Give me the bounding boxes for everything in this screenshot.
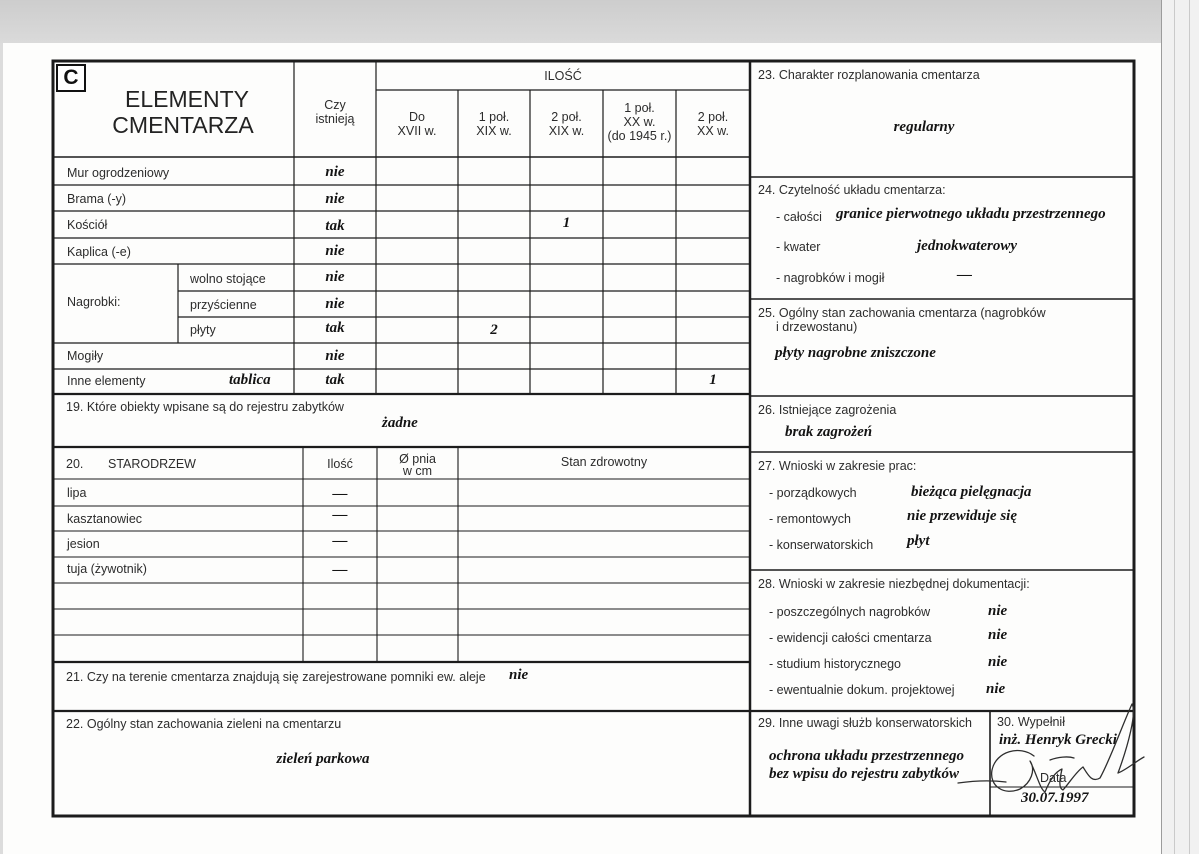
legibility-item-value: — bbox=[957, 267, 972, 283]
element-label: Brama (-y) bbox=[67, 192, 127, 206]
registered-objects-value: żadne bbox=[382, 415, 418, 431]
threats-value: brak zagrożeń bbox=[785, 424, 873, 440]
element-count: 1 bbox=[709, 372, 717, 388]
documentation-proposals-label: 28. Wnioski w zakresie niezbędnej dokumentacji: bbox=[758, 577, 1030, 591]
general-condition-label-line-2: i drzewostanu) bbox=[776, 320, 858, 334]
documentation-item-value: nie bbox=[988, 627, 1008, 643]
legibility-item-label: - całości bbox=[776, 210, 822, 224]
period-header: (do 1945 r.) bbox=[607, 129, 672, 143]
gravestones-label: Nagrobki: bbox=[67, 295, 121, 309]
legibility-item-value: jednokwaterowy bbox=[917, 238, 1017, 254]
period-header: 1 poł. bbox=[624, 101, 655, 115]
work-proposal-item-value: bieżąca pielęgnacja bbox=[911, 484, 1032, 500]
work-proposal-item-label: - porządkowych bbox=[769, 486, 857, 500]
legibility-item-label: - nagrobków i mogił bbox=[776, 271, 885, 285]
element-exists: nie bbox=[325, 269, 345, 285]
element-label: Mur ogrodzeniowy bbox=[67, 166, 170, 180]
tree-species: lipa bbox=[67, 486, 87, 500]
legibility-item-label: - kwater bbox=[776, 240, 821, 254]
quantity-header: ILOŚĆ bbox=[544, 69, 582, 83]
old-trees-title: STARODRZEW bbox=[108, 457, 196, 471]
other-element-description: tablica bbox=[229, 372, 271, 388]
element-exists: tak bbox=[325, 372, 345, 388]
element-label: Inne elementy bbox=[67, 374, 146, 388]
period-header: Do bbox=[409, 110, 425, 124]
tree-quantity: — bbox=[332, 533, 348, 549]
period-header: XX w. bbox=[623, 115, 656, 129]
period-header: XVII w. bbox=[397, 124, 437, 138]
work-proposal-item-value: nie przewiduje się bbox=[907, 508, 1018, 524]
element-exists: nie bbox=[325, 296, 345, 312]
tree-species: tuja (żywotnik) bbox=[67, 562, 147, 576]
exists-header-line-2: istnieją bbox=[315, 112, 355, 126]
gravestone-type-label: wolno stojące bbox=[190, 272, 266, 286]
element-label: Kościół bbox=[67, 218, 108, 232]
layout-character-label: 23. Charakter rozplanowania cmentarza bbox=[758, 68, 980, 82]
conservation-notes-label: 29. Inne uwagi służb konserwatorskich bbox=[758, 716, 973, 730]
documentation-item-label: - studium historycznego bbox=[769, 657, 902, 671]
element-label: Kaplica (-e) bbox=[67, 245, 131, 259]
tree-species: jesion bbox=[67, 537, 100, 551]
layout-character-value: regularny bbox=[893, 119, 955, 135]
form-outer-border bbox=[53, 61, 1134, 816]
legibility-item-value: granice pierwotnego układu przestrzennego bbox=[836, 206, 1106, 222]
general-condition-label-line-1: 25. Ogólny stan zachowania cmentarza (nagrobków bbox=[758, 306, 1046, 320]
period-header: XIX w. bbox=[548, 124, 585, 138]
tree-quantity-header: Ilość bbox=[327, 457, 353, 471]
tree-quantity: — bbox=[332, 486, 348, 502]
tree-quantity: — bbox=[332, 562, 348, 578]
filled-date: 30.07.1997 bbox=[1021, 790, 1089, 806]
documentation-item-label: - poszczególnych nagrobków bbox=[769, 605, 931, 619]
tree-health-header: Stan zdrowotny bbox=[560, 455, 648, 469]
element-exists: nie bbox=[325, 243, 345, 259]
period-header: XIX w. bbox=[476, 124, 512, 138]
tree-diameter-header: Ø pnia bbox=[399, 452, 436, 466]
section-letter-box: C bbox=[56, 64, 86, 92]
old-trees-number: 20. bbox=[66, 457, 84, 471]
table-title-line-1: ELEMENTY bbox=[125, 86, 249, 112]
documentation-item-value: nie bbox=[986, 681, 1006, 697]
element-exists: nie bbox=[325, 191, 345, 207]
element-exists: tak bbox=[325, 320, 345, 336]
tree-quantity: — bbox=[332, 507, 348, 523]
layout-legibility-label: 24. Czytelność układu cmentarza: bbox=[758, 183, 946, 197]
general-condition-value: płyty nagrobne zniszczone bbox=[775, 345, 936, 361]
work-proposal-item-label: - konserwatorskich bbox=[769, 538, 874, 552]
date-label: Data bbox=[1040, 771, 1067, 785]
documentation-item-label: - ewentualnie dokum. projektowej bbox=[769, 683, 955, 697]
element-count: 1 bbox=[562, 215, 571, 231]
table-title-line-2: CMENTARZA bbox=[112, 112, 254, 138]
element-count: 2 bbox=[490, 322, 498, 338]
conservation-notes-line: ochrona układu przestrzennego bbox=[769, 748, 965, 764]
exists-header-line-1: Czy bbox=[324, 98, 346, 112]
period-header: 2 poł. bbox=[551, 110, 582, 124]
registered-objects-label: 19. Które obiekty wpisane są do rejestru zabytków bbox=[66, 400, 344, 414]
element-label: Mogiły bbox=[67, 349, 104, 363]
gravestone-type-label: płyty bbox=[190, 323, 216, 337]
period-header: 1 poł. bbox=[478, 110, 510, 124]
gravestone-type-label: przyścienne bbox=[190, 298, 257, 312]
documentation-item-value: nie bbox=[988, 654, 1008, 670]
period-header: XX w. bbox=[697, 124, 729, 138]
filled-by-label: 30. Wypełnił bbox=[997, 715, 1065, 729]
work-proposal-item-value: płyt bbox=[907, 533, 930, 549]
registered-monuments-value: nie bbox=[509, 667, 529, 683]
element-exists: nie bbox=[325, 348, 345, 364]
work-proposals-label: 27. Wnioski w zakresie prac: bbox=[758, 459, 917, 473]
conservation-notes-line: bez wpisu do rejestru zabytków bbox=[769, 766, 960, 782]
element-exists: tak bbox=[325, 218, 345, 234]
tree-diameter-header: w cm bbox=[402, 464, 433, 478]
work-proposal-item-label: - remontowych bbox=[769, 512, 851, 526]
period-header: 2 poł. bbox=[697, 110, 729, 124]
greenery-condition-value: zieleń parkowa bbox=[276, 751, 370, 767]
greenery-condition-label: 22. Ogólny stan zachowania zieleni na cmentarzu bbox=[66, 717, 342, 731]
element-exists: nie bbox=[325, 164, 345, 180]
threats-label: 26. Istniejące zagrożenia bbox=[758, 403, 897, 417]
documentation-item-value: nie bbox=[988, 603, 1008, 619]
registered-monuments-label: 21. Czy na terenie cmentarza znajdują się zarejestrowane pomniki ew. aleje bbox=[66, 670, 486, 684]
tree-species: kasztanowiec bbox=[67, 512, 143, 526]
documentation-item-label: - ewidencji całości cmentarza bbox=[769, 631, 932, 645]
filled-by-name: inż. Henryk Grecki bbox=[999, 732, 1117, 748]
